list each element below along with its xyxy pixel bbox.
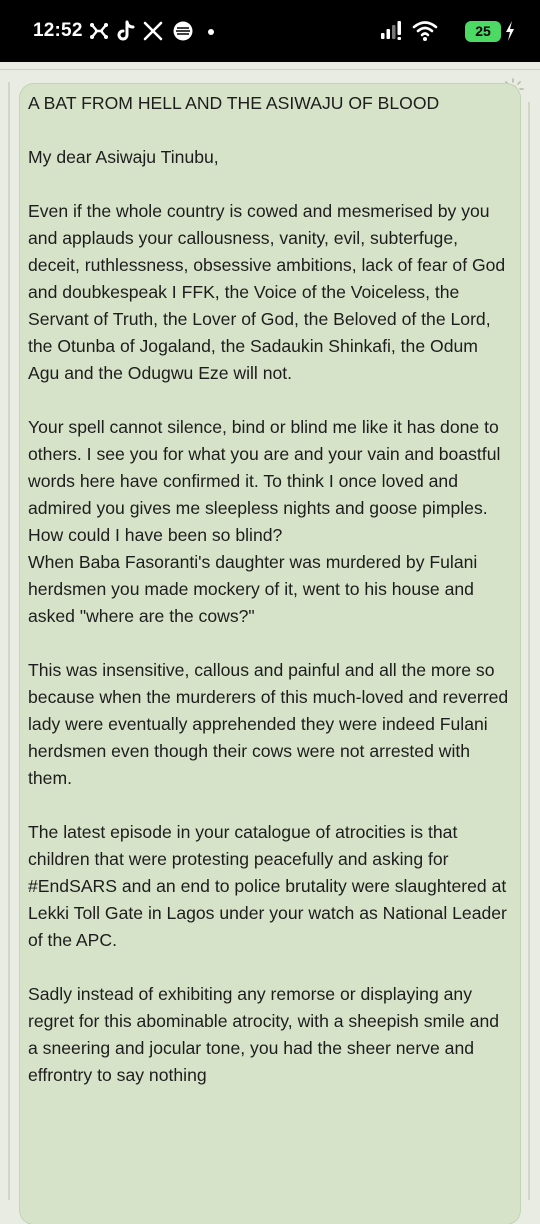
charging-icon [504, 19, 516, 43]
note-paragraph: Sadly instead of exhibiting any remorse or displaying any regret for this abominable atrocity, with a sheepish smile and a sneering and jocular tone, you had the sheer nerve and effrontry to say nothing [28, 984, 500, 1085]
divider [0, 69, 540, 70]
note-paragraph: The latest episode in your catalogue of atrocities is that children that were protesting peacefully and asking for #EndSARS and an end to police brutality were slaughtered at Lekki Toll Gate in Lagos under your watch as National Leader of the APC. [28, 822, 507, 950]
note-title: A BAT FROM HELL AND THE ASIWAJU OF BLOOD [28, 93, 440, 113]
dish-icon [172, 20, 194, 42]
wifi-icon [412, 19, 438, 43]
status-time: 12:52 [33, 20, 83, 41]
note-card[interactable] [20, 84, 520, 1224]
signal-icon [380, 19, 404, 43]
note-paragraph: This was insensitive, callous and painful and all the more so because when the murderers of this much-loved and reverred lady were eventually apprehended they were indeed Fulani herdsmen even though their cows were not arrested with them. [28, 660, 509, 788]
dot-icon [206, 20, 216, 42]
note-text[interactable] [28, 90, 512, 1116]
note-paragraph: When Baba Fasoranti's daughter was murdered by Fulani herdsmen you made mockery of it, went to his house and asked "where are the cows?" [28, 552, 478, 626]
status-bar [0, 0, 540, 62]
link-icon [88, 20, 110, 42]
battery-icon: 25 [465, 21, 501, 42]
note-page [0, 62, 540, 1200]
page-edge-left [8, 82, 10, 1200]
note-salutation: My dear Asiwaju Tinubu, [28, 147, 219, 167]
note-paragraph: Even if the whole country is cowed and mesmerised by you and applauds your callousness, vanity, evil, subterfuge, deceit, ruthlessness, obsessive ambitions, lack of fear of God and doubkespeak I FFK, the Voice of the Voiceless, the Servant of Truth, the Lover of God, the Beloved of the Lord, the Otunba of Jogaland, the Sadaukin Shinkafi, the Odum Agu and the Odugwu Eze will not. [28, 201, 506, 383]
x-icon [143, 20, 163, 42]
note-paragraph: Your spell cannot silence, bind or blind me like it has done to others. I see you for what you are and your vain and boastful words here have confirmed it. To think I once loved and admired you gives me sleepless nights and goose pimples. How could I have been so blind? [28, 417, 501, 545]
tiktok-icon [116, 20, 136, 42]
page-edge-right [528, 102, 530, 1200]
